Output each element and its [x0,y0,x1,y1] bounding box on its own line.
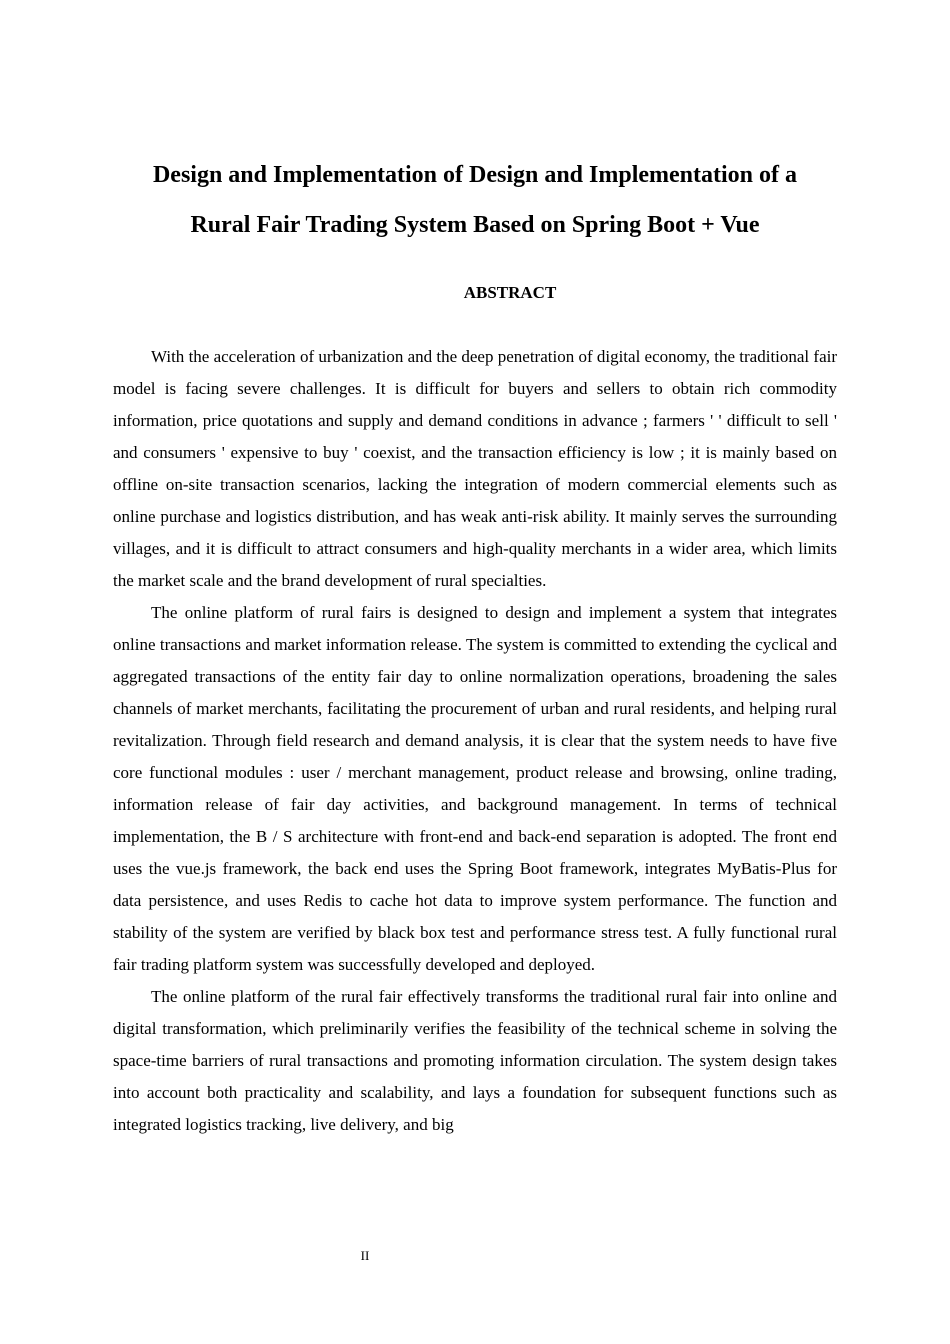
page-number: II [360,1248,370,1263]
paper-title [100,150,850,250]
abstract-heading: ABSTRACT [463,283,557,302]
paper-title-line-2: Rural Fair Trading System Based on Spring Boot + Vue [190,212,760,238]
paper-title-line-1: Design and Implementation of Design and Implementation of a [152,162,798,188]
abstract-paragraph-2: The online platform of rural fairs is designed to design and implement a system that integrates online transactions and market information release. The system is committed to extending the cyclical and aggregated transactions of the entity fair day to online normalization operations, broadening the sales channels of market merchants, facilitating the procurement of urban and rural residents, and helping rural revitalization. Through field research and demand analysis, it is clear that the system needs to have five core functional modules : user / merchant management, product release and browsing, online trading, information release of fair day activities, and background management. In terms of technical implementation, the B / S architecture with front-end and back-end separation is adopted. The front end uses the vue.js framework, the back end uses the Spring Boot framework, integrates MyBatis-Plus for data persistence, and uses Redis to cache hot data to improve system performance. The function and stability of the system are verified by black box test and performance stress test. A fully functional rural fair trading platform system was successfully developed and deployed. [113,603,837,974]
abstract-body [113,341,837,1141]
abstract-paragraph-1: With the acceleration of urbanization and the deep penetration of digital economy, the traditional fair model is facing severe challenges. It is difficult for buyers and sellers to obtain rich commodity information, price quotations and supply and demand conditions in advance ; farmers ' ' difficult to sell ' and consumers ' expensive to buy ' coexist, and the transaction efficiency is low ; it is mainly based on offline on-site transaction scenarios, lacking the integration of modern commercial elements such as online purchase and logistics distribution, and has weak anti-risk ability. It mainly serves the surrounding villages, and it is difficult to attract consumers and high-quality merchants in a wider area, which limits the market scale and the brand development of rural specialties. [113,347,837,590]
abstract-paragraph-3: The online platform of the rural fair effectively transforms the traditional rural fair into online and digital transformation, which preliminarily verifies the feasibility of the technical scheme in solving the space-time barriers of rural transactions and promoting information circulation. The system design takes into account both practicality and scalability, and lays a foundation for subsequent functions such as integrated logistics tracking, live delivery, and big [113,987,837,1134]
